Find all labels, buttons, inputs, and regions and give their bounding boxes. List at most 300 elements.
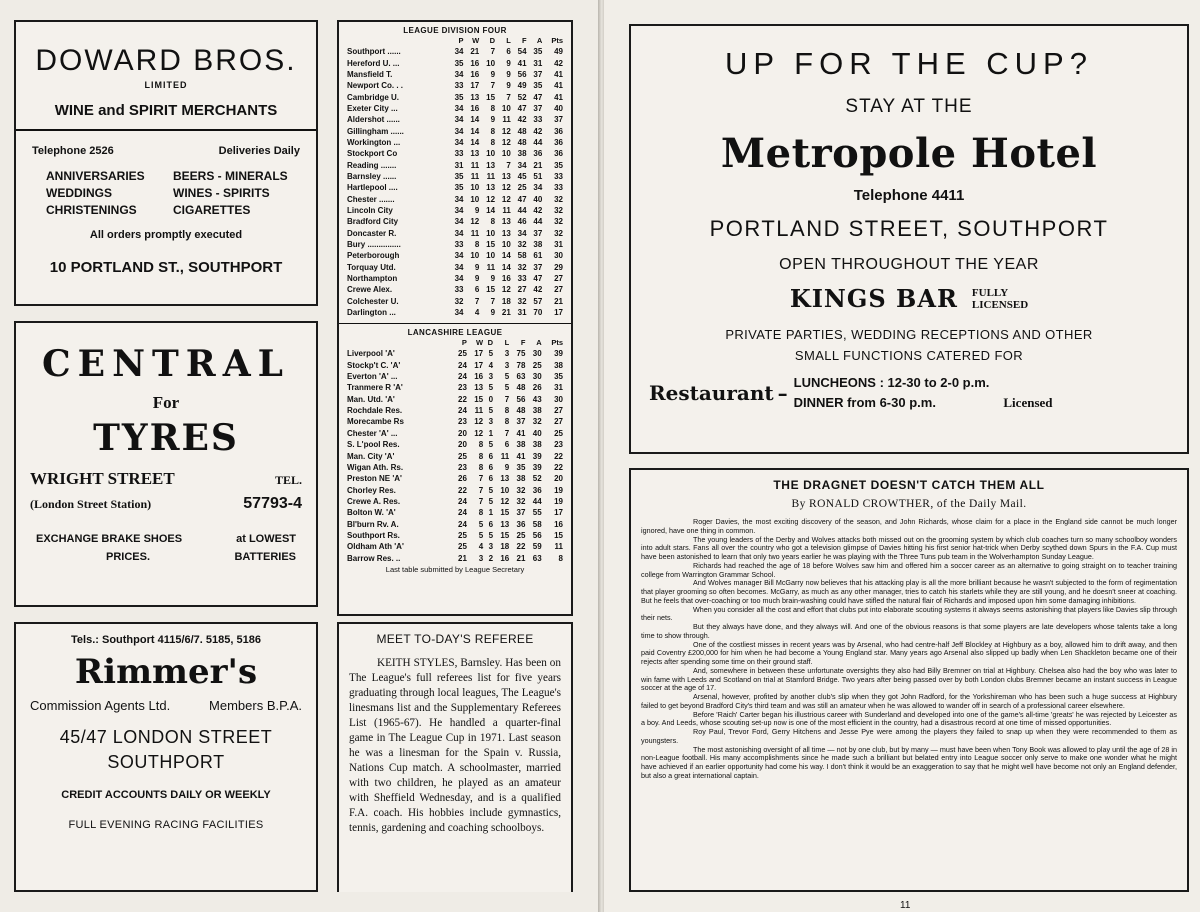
table-cell: 17: [554, 508, 563, 518]
table-cell: 32: [454, 296, 464, 306]
table-cell: 10: [470, 183, 480, 193]
table-row: [347, 250, 563, 261]
table-cell: 37: [516, 508, 526, 518]
article-paragraph: Roy Paul, Trevor Ford, Gerry Hitchens and Jesse Pye were among the players they failed to snap up when they were recommended to them as youngsters.: [641, 727, 1177, 745]
table-cell: 40: [554, 103, 563, 113]
table-cell: 39: [554, 349, 563, 359]
rimmer-town: SOUTHPORT: [107, 752, 225, 772]
table-cell: 11: [500, 451, 510, 461]
article-paragraph: Arsenal, however, profited by another club's slip when they got John Radford, for the Yorkshireman who has been such a huge success at Highbury failed to get beyond Bradford City's third team and was still an amateur when he was allowed to wander off in search of a professional career elsewhere.: [641, 692, 1177, 710]
table-cell: 27: [554, 406, 563, 416]
table-cell: 17: [474, 360, 484, 370]
team-name: Everton 'A' ...: [347, 372, 398, 382]
page-number: 11: [900, 900, 911, 911]
table-cell: 31: [533, 58, 543, 68]
table-cell: 15: [554, 530, 563, 540]
table-cell: 6: [506, 47, 511, 57]
table-cell: 25: [458, 451, 467, 461]
table-row: [347, 428, 563, 439]
team-name: Colchester U.: [347, 296, 399, 306]
table-cell: 15: [486, 240, 496, 250]
table-cell: 56: [516, 394, 526, 404]
team-name: Man. Utd. 'A': [347, 394, 395, 404]
table-header-cell: L: [506, 36, 511, 45]
table-cell: 31: [517, 308, 527, 318]
team-name: Oldham Ath 'A': [347, 542, 404, 552]
table-cell: 13: [501, 217, 511, 227]
restaurant-dash: –: [777, 381, 788, 405]
lancashire-title: LANCASHIRE LEAGUE: [407, 328, 503, 338]
doward-service: WINES - SPIRITS: [173, 186, 270, 200]
article-paragraph: One of the costliest misses in recent years was by Arsenal, who had centre-half Jeff Blockley at Highbury as a boy, allowed him to drift away, and then paid Coventry £200,000 for him when he had become a Young England star. Many years ago Arsenal also slipped up badly when Len Shackleton became one of their rejects after spending some time on their ground staff.: [641, 639, 1177, 666]
table-cell: 7: [490, 81, 496, 91]
doward-service: CIGARETTES: [173, 203, 251, 217]
table-cell: 36: [554, 126, 563, 136]
table-cell: 8: [474, 240, 480, 250]
table-cell: 8: [504, 406, 510, 416]
table-cell: 3: [504, 360, 510, 370]
table-row: [347, 182, 563, 193]
table-cell: 32: [517, 296, 527, 306]
table-cell: 34: [454, 274, 464, 284]
table-cell: 36: [554, 137, 563, 147]
table-cell: 16: [501, 274, 511, 284]
table-cell: 11: [470, 171, 480, 181]
table-header-cell: D: [487, 338, 494, 348]
table-row: [347, 239, 563, 250]
table-cell: 36: [554, 149, 563, 159]
table-cell: 48: [516, 383, 526, 393]
table-cell: 34: [454, 308, 464, 318]
table-cell: 58: [517, 251, 527, 261]
table-cell: 34: [533, 183, 543, 193]
table-cell: 24: [458, 372, 467, 382]
table-cell: 15: [486, 285, 496, 295]
table-row: [347, 216, 563, 227]
table-cell: 35: [454, 58, 464, 68]
table-cell: 8: [490, 126, 496, 136]
table-cell: 42: [533, 285, 543, 295]
table-cell: 24: [458, 508, 467, 518]
metropole-hotel-advert: [629, 24, 1189, 454]
team-name: Bl'burn Rv. A.: [347, 519, 399, 529]
team-name: Stockport Co: [347, 149, 398, 159]
team-name: Barnsley ......: [347, 171, 397, 181]
table-cell: 13: [500, 474, 510, 484]
table-cell: 10: [470, 251, 480, 261]
table-cell: 32: [554, 194, 563, 204]
table-cell: 27: [554, 274, 563, 284]
table-cell: 5: [504, 383, 510, 393]
referee-panel: [337, 622, 573, 892]
table-cell: 34: [454, 137, 464, 147]
kings-bar-name: KINGS BAR: [789, 284, 958, 313]
table-cell: 3: [488, 542, 494, 552]
table-cell: 21: [533, 160, 543, 170]
central-street: WRIGHT STREET: [30, 469, 175, 488]
table-cell: 17: [470, 81, 480, 91]
table-cell: 10: [486, 58, 496, 68]
metropole-restaurant: [649, 373, 1169, 413]
table-row: [347, 91, 563, 102]
table-cell: 34: [454, 205, 464, 215]
table-cell: 11: [486, 262, 496, 272]
team-name: Cambridge U.: [347, 92, 400, 102]
table-cell: 34: [454, 217, 464, 227]
table-cell: 34: [454, 228, 464, 238]
central-tyres-advert: [14, 321, 318, 607]
table-cell: 56: [517, 69, 527, 79]
table-cell: 45: [517, 171, 527, 181]
table-cell: 48: [516, 406, 526, 416]
table-header-cell: Pts: [551, 36, 563, 45]
doward-limited: LIMITED: [144, 80, 188, 90]
table-cell: 5: [488, 349, 494, 359]
table-cell: 37: [554, 115, 563, 125]
table-cell: 24: [458, 360, 467, 370]
table-cell: 35: [533, 47, 543, 57]
table-cell: 5: [478, 530, 484, 540]
doward-deliveries: Deliveries Daily: [218, 145, 300, 157]
metropole-hotel-name: Metropole Hotel: [720, 130, 1098, 177]
table-cell: 15: [474, 394, 484, 404]
table-cell: 15: [500, 508, 510, 518]
table-cell: 8: [478, 508, 484, 518]
table-cell: 22: [516, 542, 526, 552]
team-name: Barrow Res. ..: [347, 553, 401, 563]
table-cell: 24: [458, 519, 467, 529]
team-name: Bradford City: [347, 217, 399, 227]
table-header-cell: A: [536, 338, 542, 348]
central-line1b: at LOWEST: [236, 533, 296, 545]
team-name: Preston NE 'A': [347, 474, 402, 484]
table-row: [347, 360, 563, 371]
table-cell: 35: [554, 160, 563, 170]
table-cell: 25: [554, 428, 563, 438]
central-line1a: EXCHANGE BRAKE SHOES: [36, 533, 183, 545]
table-cell: 10: [501, 149, 511, 159]
table-cell: 25: [458, 530, 467, 540]
central-tyres: TYRES: [93, 417, 239, 459]
table-row: [347, 552, 563, 563]
team-name: Crewe A. Res.: [347, 496, 401, 506]
team-name: Stockp't C. 'A': [347, 360, 401, 370]
article-paragraph: Before 'Raich' Carter began his illustrious career with Sunderland and developed into one of the game's all-time 'greats' he was rejected by Leicester as a boy. And Leeds, whose scouting set-up now is one of the most efficient in the country, had a disastrous record at one time of missed opportunities.: [641, 709, 1177, 728]
table-header-cell: [347, 35, 448, 46]
metropole-cup: UP FOR THE CUP?: [725, 46, 1093, 81]
team-name: Doncaster R.: [347, 228, 397, 238]
article: [629, 468, 1189, 892]
table-cell: 21: [470, 47, 480, 57]
table-cell: 75: [516, 349, 526, 359]
table-cell: 23: [554, 440, 563, 450]
table-cell: 7: [490, 47, 496, 57]
table-row: [347, 507, 563, 518]
table-header-cell: Pts: [551, 338, 563, 348]
table-row: [347, 450, 563, 461]
table-cell: 22: [458, 485, 467, 495]
table-cell: 13: [500, 519, 510, 529]
table-cell: 35: [454, 171, 464, 181]
table-cell: 33: [454, 285, 464, 295]
table-cell: 3: [504, 349, 510, 359]
table-cell: 47: [533, 274, 543, 284]
table-cell: 35: [533, 81, 543, 91]
table-cell: 9: [506, 58, 511, 68]
table-cell: 0: [488, 394, 494, 404]
table-cell: 63: [532, 553, 542, 563]
table-cell: 16: [554, 519, 563, 529]
doward-telephone: Telephone 2526: [32, 145, 114, 157]
table-cell: 27: [517, 285, 527, 295]
table-row: [347, 159, 563, 170]
rimmer-members: Members B.P.A.: [209, 698, 302, 713]
metropole-kings-bar: [649, 284, 1169, 313]
table-row: [347, 80, 563, 91]
central-line2b: BATTERIES: [234, 551, 296, 563]
table-cell: 23: [458, 417, 467, 427]
table-cell: 25: [532, 360, 542, 370]
table-cell: 9: [506, 81, 511, 91]
table-cell: 16: [500, 553, 510, 563]
table-cell: 35: [554, 372, 563, 382]
metropole-private: PRIVATE PARTIES, WEDDING RECEPTIONS AND OTHER: [725, 327, 1093, 342]
table-cell: 7: [478, 496, 484, 506]
table-cell: 49: [554, 47, 563, 57]
rimmer-address: 45/47 LONDON STREET: [59, 727, 273, 747]
table-row: [347, 416, 563, 427]
table-cell: 36: [533, 149, 543, 159]
table-cell: 41: [554, 69, 563, 79]
table-cell: 41: [554, 81, 563, 91]
table-header-cell: [347, 337, 451, 348]
table-cell: 37: [533, 262, 543, 272]
table-cell: 26: [532, 383, 542, 393]
table-row: [347, 171, 563, 182]
table-cell: 29: [554, 262, 563, 272]
table-cell: 34: [454, 262, 464, 272]
table-cell: 33: [533, 115, 543, 125]
table-cell: 16: [470, 103, 480, 113]
central-line2a: PRICES.: [106, 551, 151, 563]
table-cell: 44: [533, 137, 543, 147]
table-cell: 12: [501, 183, 511, 193]
table-cell: 70: [533, 308, 543, 318]
table-cell: 8: [478, 462, 484, 472]
table-cell: 9: [490, 274, 496, 284]
restaurant-licensed: Licensed: [1003, 395, 1053, 410]
table-cell: 12: [501, 194, 511, 204]
table-cell: 21: [516, 553, 526, 563]
licensed-text: LICENSED: [971, 298, 1029, 311]
table-cell: 8: [490, 217, 496, 227]
table-cell: 39: [532, 462, 542, 472]
table-cell: 13: [501, 171, 511, 181]
table-cell: 17: [554, 308, 563, 318]
table-row: [347, 382, 563, 393]
article-byline: By RONALD CROWTHER, of the Daily Mail.: [791, 498, 1027, 510]
table-cell: 48: [517, 126, 527, 136]
table-cell: 39: [532, 451, 542, 461]
table-cell: 34: [517, 228, 527, 238]
table-cell: 5: [488, 485, 494, 495]
table-cell: 33: [517, 274, 527, 284]
table-cell: 30: [532, 349, 542, 359]
team-name: Crewe Alex.: [347, 285, 393, 295]
table-cell: 42: [517, 115, 527, 125]
article-paragraph: Roger Davies, the most exciting discovery of the season, and John Richards, whose claim for a place in the England side cannot be much longer ignored, have one thing in common.: [641, 517, 1177, 535]
table-cell: 32: [554, 205, 563, 215]
doward-services: [32, 169, 300, 217]
table-cell: 21: [501, 308, 511, 318]
table-row: [347, 307, 563, 318]
table-cell: 9: [506, 69, 511, 79]
rimmers-advert: [14, 622, 318, 892]
table-row: [347, 496, 563, 507]
table-header-row: [347, 35, 563, 46]
table-cell: 22: [554, 462, 563, 472]
table-cell: 5: [488, 530, 494, 540]
rimmer-credit: CREDIT ACCOUNTS DAILY OR WEEKLY: [61, 789, 271, 801]
table-cell: 47: [517, 103, 527, 113]
doward-divider: [16, 129, 316, 131]
table-cell: 32: [517, 262, 527, 272]
table-row: [347, 473, 563, 484]
table-cell: 43: [532, 394, 542, 404]
rimmer-name: Rimmer's: [74, 652, 258, 692]
table-cell: 16: [474, 372, 484, 382]
fully-text: FULLY: [971, 286, 1009, 299]
table-cell: 78: [516, 360, 526, 370]
table-cell: 10: [486, 228, 496, 238]
table-cell: 37: [533, 69, 543, 79]
table-cell: 16: [470, 58, 480, 68]
table-row: [347, 348, 563, 359]
table-cell: 8: [478, 451, 484, 461]
table-row: [347, 262, 563, 273]
table-cell: 38: [532, 440, 542, 450]
lancashire-table: [347, 337, 563, 564]
table-cell: 38: [532, 406, 542, 416]
table-cell: 35: [454, 183, 464, 193]
doward-service: BEERS - MINERALS: [173, 169, 288, 183]
table-cell: 31: [454, 160, 464, 170]
team-name: Southport Rs.: [347, 530, 400, 540]
table-cell: 23: [458, 383, 467, 393]
table-cell: 12: [501, 126, 511, 136]
table-cell: 36: [532, 485, 542, 495]
table-cell: 20: [458, 440, 467, 450]
table-row: [347, 371, 563, 382]
article-paragraph: And Wolves manager Bill McGarry now believes that his attacking play is all the more brilliant because he wasn't subjected to the form of regimentation that player grooming so often becomes. McGarry, as much as any other manager, tries to catch his starlets while they are still young, and he doesn't sneer at coaching. But he feels that over-coaching or too much brain-washing could have stifled the natural flair of Richards and imposed upon him some damaging inhibitions.: [641, 578, 1177, 605]
table-cell: 14: [470, 126, 480, 136]
table-row: [347, 296, 563, 307]
table-row: [347, 193, 563, 204]
central-street-row: [30, 469, 302, 489]
table-cell: 40: [532, 428, 542, 438]
table-cell: 10: [486, 251, 496, 261]
table-cell: 33: [554, 183, 563, 193]
table-cell: 3: [488, 417, 494, 427]
table-divider: [339, 323, 571, 324]
team-name: Torquay Utd.: [347, 262, 396, 272]
table-cell: 11: [502, 205, 511, 215]
table-row: [347, 46, 563, 57]
table-cell: 34: [454, 47, 464, 57]
table-cell: 5: [488, 406, 494, 416]
table-cell: 8: [558, 553, 563, 563]
central-for: For: [152, 393, 180, 412]
central-name: CENTRAL: [42, 343, 290, 385]
table-cell: 40: [533, 194, 543, 204]
table-header-cell: F: [520, 338, 526, 348]
referee-body: KEITH STYLES, Barnsley. Has been on The League's full referees list for five years graduating through local leagues, The League's linesmans list and the Supplementary Referees List (1965-67). He handled a quarter-final game in The League Cup in 1971. Last season he was a linesman for the Spain v. Russia, Nations Cup match. A schoolmaster, married with two children, he played as an amateur with Sheffield Wednesday, and is a qualified F.A. coach. His hobbies include gymnastics, tennis, gardening and coaching schoolboys.: [349, 657, 561, 834]
table-cell: 11: [474, 406, 484, 416]
table-cell: 24: [458, 496, 467, 506]
team-name: Liverpool 'A': [347, 349, 395, 359]
table-cell: 11: [470, 160, 480, 170]
table-cell: 38: [517, 149, 527, 159]
table-cell: 7: [474, 296, 480, 306]
table-cell: 38: [516, 440, 526, 450]
table-cell: 13: [486, 183, 496, 193]
table-cell: 33: [554, 171, 563, 181]
table-cell: 7: [504, 394, 510, 404]
team-name: Rochdale Res.: [347, 406, 403, 416]
table-cell: 38: [516, 474, 526, 484]
table-cell: 9: [504, 462, 510, 472]
table-cell: 20: [458, 428, 467, 438]
table-cell: 32: [517, 240, 527, 250]
table-cell: 7: [504, 428, 510, 438]
table-cell: 42: [533, 205, 543, 215]
table-cell: 33: [454, 149, 464, 159]
division-four-table: [347, 35, 563, 318]
table-header-cell: L: [504, 338, 510, 348]
table-cell: 18: [500, 542, 510, 552]
table-cell: 14: [501, 251, 511, 261]
table-header-cell: P: [461, 338, 467, 348]
team-name: Man. City 'A': [347, 451, 395, 461]
table-cell: 10: [501, 103, 511, 113]
table-cell: 26: [458, 474, 467, 484]
team-name: Mansfield T.: [347, 69, 393, 79]
table-cell: 30: [554, 251, 563, 261]
table-cell: 6: [488, 451, 494, 461]
table-cell: 13: [486, 160, 496, 170]
table-cell: 41: [517, 58, 527, 68]
table-row: [347, 405, 563, 416]
table-cell: 7: [506, 92, 511, 102]
table-cell: 44: [532, 496, 542, 506]
article-paragraph: But they always have done, and they always will. And one of the obvious reasons is that some players are late developers whose talents take a long time to show through.: [641, 622, 1177, 640]
table-cell: 12: [474, 417, 484, 427]
table-header-cell: P: [458, 36, 464, 45]
doward-address: 10 PORTLAND ST., SOUTHPORT: [49, 259, 283, 276]
table-row: [347, 541, 563, 552]
table-cell: 33: [454, 81, 464, 91]
table-cell: 14: [470, 115, 480, 125]
table-row: [347, 462, 563, 473]
table-cell: 44: [533, 217, 543, 227]
table-cell: 23: [458, 462, 467, 472]
table-cell: 7: [478, 485, 484, 495]
table-cell: 8: [490, 137, 496, 147]
team-name: Aldershot ......: [347, 115, 400, 125]
table-row: [347, 394, 563, 405]
table-cell: 14: [486, 205, 496, 215]
table-cell: 51: [533, 171, 543, 181]
